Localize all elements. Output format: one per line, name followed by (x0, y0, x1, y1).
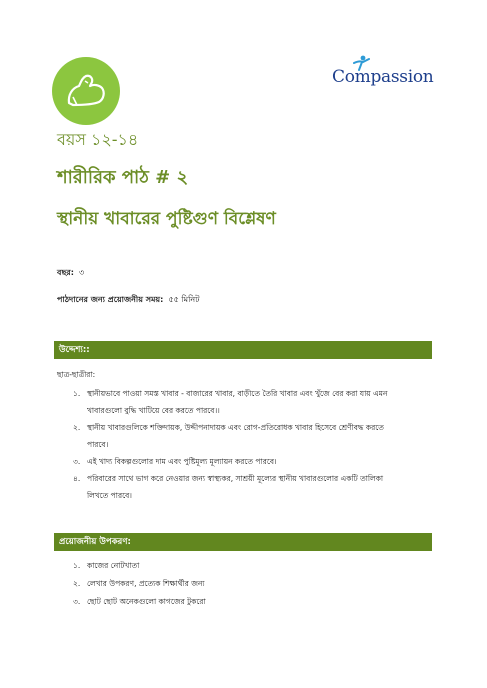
list-text-line: স্থানীয় খাবারগুলিকে শক্তিদায়ক, উদ্দীপনাদায়ক এবং রোগ-প্রতিরোধক খাবার হিসেবে শ্রেণীবদ্ধ করতে (87, 423, 384, 432)
objectives-intro: ছাত্র-ছাত্রীরা: (57, 370, 96, 379)
list-item (73, 453, 387, 470)
list-number: ৪. (73, 474, 81, 483)
duration-row (57, 294, 200, 307)
list-text-line: এই খাদ্য বিকল্পগুলোর দাম এবং পুষ্টিমূল্য মূল্যায়ন করতে পারবে। (87, 457, 277, 466)
objectives-heading: উদ্দেশ্য:: (54, 341, 432, 359)
flexed-arm-icon (52, 57, 120, 125)
brand-logo (332, 55, 442, 95)
list-item (73, 593, 206, 611)
list-number: ২. (73, 423, 81, 432)
materials-heading: প্রয়োজনীয় উপকরণ: (54, 533, 432, 551)
materials-list (73, 557, 206, 611)
list-text: লেখার উপকরণ, প্রত্যেক শিক্ষার্থীর জন্য (87, 579, 205, 588)
year-label: বছর: (57, 268, 74, 277)
list-text: ছোট ছোট অনেকগুলো কাগজের টুকরো (87, 597, 206, 606)
list-number: ১. (73, 561, 81, 570)
list-text-line: লিখতে পারবে। (87, 491, 132, 500)
list-number: ১. (73, 389, 81, 398)
year-value: ৩ (79, 268, 85, 277)
list-text-line: স্থানীয়ভাবে পাওয়া সমস্ত খাবার - বাজারের খাবার, বাড়ীতে তৈরি খাবার এবং খুঁজে বের করা যায় এমন (87, 389, 388, 398)
list-number: ২. (73, 579, 81, 588)
list-item (73, 575, 206, 593)
duration-value: ৫৫ মিনিট (168, 295, 200, 304)
lesson-category-logo (52, 57, 120, 125)
list-item (73, 419, 387, 453)
duration-label: পাঠদানের জন্য প্রয়োজনীয় সময়: (57, 295, 164, 304)
list-number: ৩. (73, 457, 81, 466)
list-text-line: পারবে। (87, 440, 109, 449)
page-title: স্থানীয় খাবারের পুষ্টিগুণ বিশ্লেষণ (57, 209, 276, 229)
list-text-line: পরিবারের সাথে ভাগ করে নেওয়ার জন্য স্বাস্থ্যকর, সাশ্রয়ী মূল্যের স্থানীয় খাবারগুলোর একটি তালিকা (87, 474, 384, 483)
year-row (57, 267, 84, 280)
list-text: কাজের নোটখাতা (87, 561, 140, 570)
list-number: ৩. (73, 597, 81, 606)
objectives-list (73, 385, 387, 504)
age-range: বয়স ১২-১৪ (57, 130, 139, 149)
list-item (73, 385, 387, 419)
lesson-number: শারীরিক পাঠ # ২ (57, 167, 189, 188)
list-text-line: খাবারগুলো বুদ্ধি খাটিয়ে বের করতে পারবে।। (87, 406, 220, 415)
list-item (73, 557, 206, 575)
brand-name: Compassion (332, 67, 434, 87)
list-item (73, 470, 387, 504)
